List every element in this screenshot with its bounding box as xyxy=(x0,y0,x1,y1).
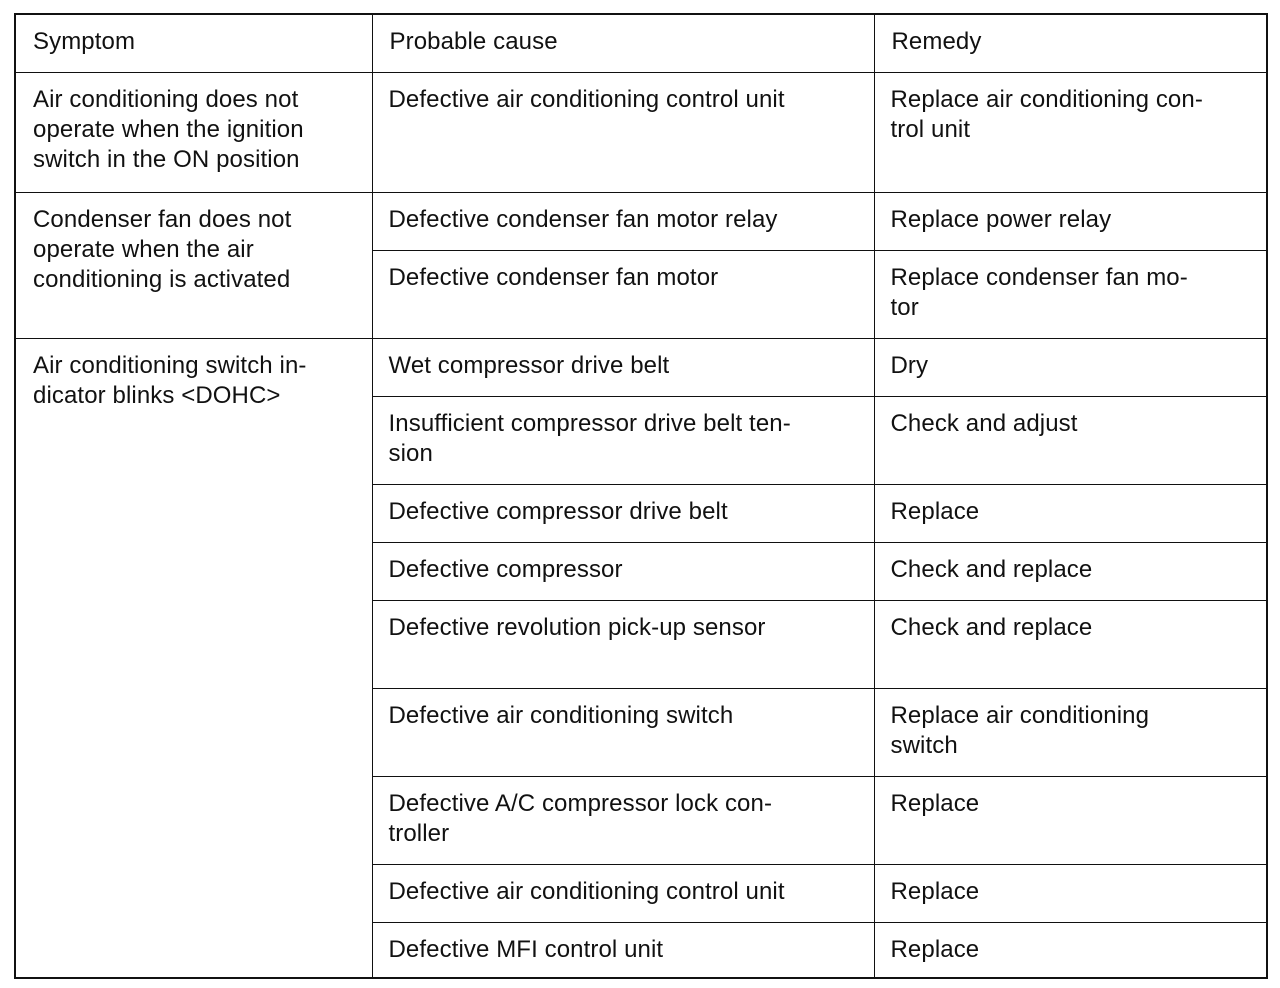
cause-cell: Defective condenser fan motor relay xyxy=(372,192,874,250)
symptom-cell: Air conditioning switch in- dicator blinks <DOHC> xyxy=(15,338,372,978)
remedy-cell: Check and replace xyxy=(874,600,1267,688)
symptom-cell: Air conditioning does not operate when the ignition switch in the ON position xyxy=(15,72,372,192)
remedy-cell: Replace air conditioning switch xyxy=(874,688,1267,776)
cause-cell: Wet compressor drive belt xyxy=(372,338,874,396)
cause-cell: Insufficient compressor drive belt ten- sion xyxy=(372,396,874,484)
header-row xyxy=(15,14,1267,72)
header-symptom: Symptom xyxy=(15,14,372,72)
remedy-cell: Check and replace xyxy=(874,542,1267,600)
remedy-cell: Replace air conditioning con- trol unit xyxy=(874,72,1267,192)
symptom-cell: Condenser fan does not operate when the air conditioning is activated xyxy=(15,192,372,338)
cause-cell: Defective air conditioning control unit xyxy=(372,72,874,192)
header-probable-cause: Probable cause xyxy=(372,14,874,72)
table-row xyxy=(15,72,1267,192)
cause-cell: Defective revolution pick-up sensor xyxy=(372,600,874,688)
remedy-cell: Replace condenser fan mo- tor xyxy=(874,250,1267,338)
cause-cell: Defective A/C compressor lock con- troller xyxy=(372,776,874,864)
remedy-cell: Check and adjust xyxy=(874,396,1267,484)
troubleshooting-table xyxy=(14,13,1268,979)
cause-cell: Defective compressor drive belt xyxy=(372,484,874,542)
cause-cell: Defective compressor xyxy=(372,542,874,600)
cause-cell: Defective MFI control unit xyxy=(372,922,874,978)
table-row xyxy=(15,192,1267,250)
cause-cell: Defective air conditioning switch xyxy=(372,688,874,776)
cause-cell: Defective air conditioning control unit xyxy=(372,864,874,922)
remedy-cell: Replace xyxy=(874,922,1267,978)
remedy-cell: Dry xyxy=(874,338,1267,396)
remedy-cell: Replace power relay xyxy=(874,192,1267,250)
table-row xyxy=(15,338,1267,396)
remedy-cell: Replace xyxy=(874,484,1267,542)
cause-cell: Defective condenser fan motor xyxy=(372,250,874,338)
header-remedy: Remedy xyxy=(874,14,1267,72)
remedy-cell: Replace xyxy=(874,776,1267,864)
remedy-cell: Replace xyxy=(874,864,1267,922)
